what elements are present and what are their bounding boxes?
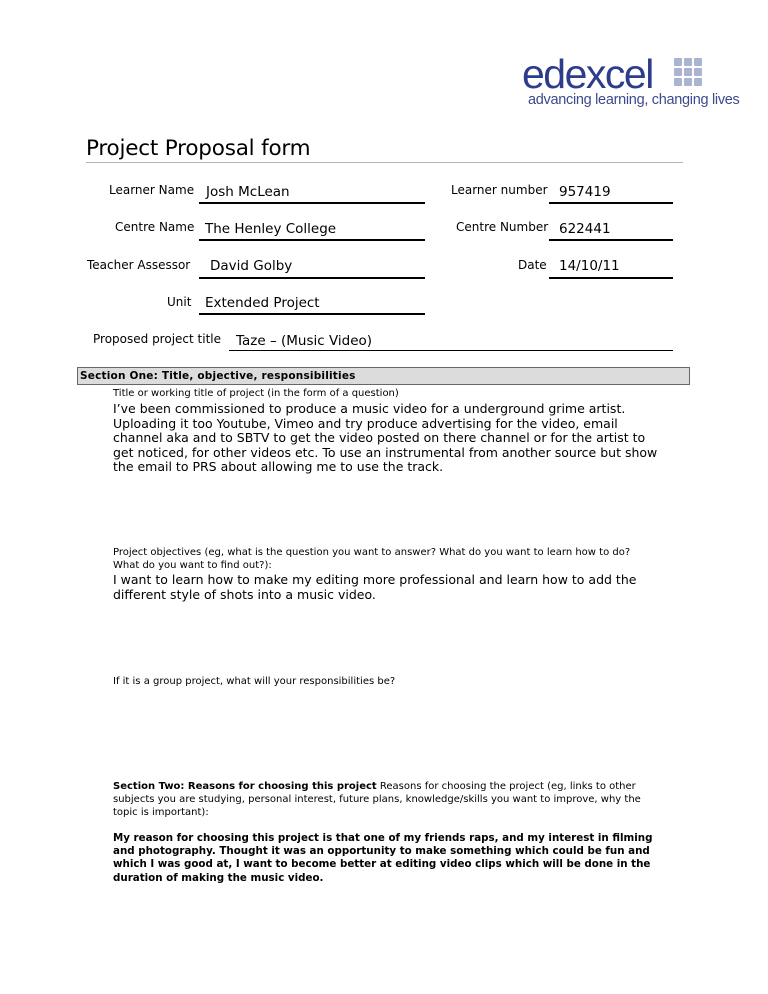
title-divider: [86, 162, 683, 163]
project-title-label: Proposed project title: [93, 332, 221, 346]
unit-underline: [199, 313, 425, 315]
centre-name-label: Centre Name: [115, 220, 195, 234]
section-one-header: [77, 367, 690, 385]
section-one-title: Section One: Title, objective, responsibilities: [80, 370, 356, 382]
centre-number-underline: [549, 239, 673, 241]
date-label: Date: [518, 258, 547, 272]
unit-field[interactable]: Extended Project: [205, 295, 320, 311]
learner-number-label: Learner number: [451, 183, 548, 197]
centre-name-underline: [199, 239, 425, 241]
teacher-assessor-field[interactable]: David Golby: [210, 258, 293, 274]
learner-name-underline: [199, 202, 425, 204]
learner-number-underline: [549, 202, 673, 204]
centre-number-label: Centre Number: [456, 220, 549, 234]
page-title: Project Proposal form: [86, 136, 311, 161]
group-prompt: If it is a group project, what will your responsibilities be?: [113, 676, 396, 687]
objectives-answer: I want to learn how to make my editing more professional and learn how to add the different style of shots into a music video.: [113, 572, 637, 602]
date-underline: [549, 277, 673, 279]
section-two-answer: My reason for choosing this project is that one of my friends raps, and my interest in filming and photography. Thought it was an opportunity to make something which could be fun and which I was good at, I want to become better at editing video clips which will be done in the duration of making the music video.: [113, 832, 653, 884]
centre-name-field[interactable]: The Henley College: [205, 221, 337, 237]
learner-name-label: Learner Name: [109, 183, 195, 197]
section-two-prompt-text: Reasons for choosing the project (eg, links to other subjects you are studying, personal interest, future plans, knowledge/skills you want to improve, why the topic is important):: [113, 781, 641, 819]
title-prompt: Title or working title of project (in the form of a question): [113, 388, 399, 399]
section-two-heading: Section Two: Reasons for choosing this project: [113, 781, 377, 792]
unit-label: Unit: [167, 295, 192, 309]
centre-number-field[interactable]: 622441: [559, 221, 611, 237]
title-answer: I’ve been commissioned to produce a music video for a underground grime artist. Uploading it too Youtube, Vimeo and try produce advertising for the video, email channel aka and to SBTV to get the video posted on there channel or for the artist to get noticed, for other videos etc. To use an instrumental from another source but show the email to PRS about allowing me to use the track.: [113, 401, 658, 474]
edexcel-logo: [518, 51, 740, 112]
learner-number-field[interactable]: 957419: [559, 184, 611, 200]
learner-name-field[interactable]: Josh McLean: [206, 184, 290, 200]
teacher-assessor-label: Teacher Assessor: [87, 258, 191, 272]
date-field[interactable]: 14/10/11: [559, 258, 620, 274]
logo-grid-icon: [674, 58, 704, 88]
logo-tagline: advancing learning, changing lives: [528, 92, 740, 108]
objectives-prompt: Project objectives (eg, what is the question you want to answer? What do you want to learn how to do? What do you want to find out?):: [113, 547, 631, 571]
section-two-prompt: [113, 780, 661, 820]
project-title-field[interactable]: Taze – (Music Video): [236, 333, 373, 349]
project-title-underline: [229, 350, 673, 351]
logo-wordmark: edexcel: [522, 51, 653, 97]
teacher-assessor-underline: [199, 277, 425, 279]
